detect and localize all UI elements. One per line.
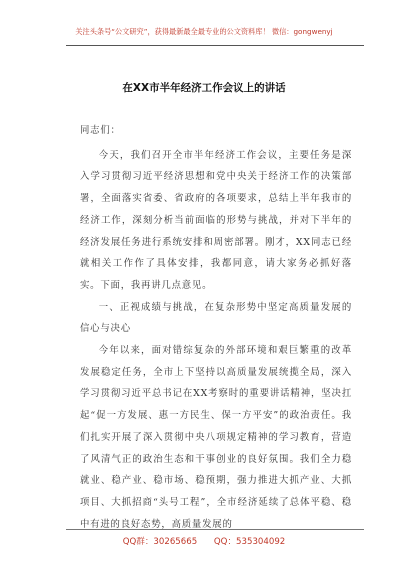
salutation: 同志们： (80, 125, 121, 136)
footer (0, 535, 408, 547)
paragraph-achievements: 今年以来，面对错综复杂的外部环境和艰巨繁重的改革发展稳定任务，全市上下坚持以高质量发展统揽全局，深入学习贯彻习近平总书记在XX考察时的重要讲话精神，坚决扛起“促一方发展、惠一方民生、保一方平安”的政治责任。我们扎实开展了深入贯彻中央八项规定精神的学习教育，营造了风清气正的政治生态和干事创业的良好氛围。我们全力稳就业、稳产业、稳市场、稳预期，强力推进大抓产业、大抓项目、大抓招商“头号工程”，全市经济延续了总体平稳、稳中有进的良好态势，高质量发展的 (80, 345, 352, 530)
document-body (80, 120, 352, 535)
footer-divider (66, 529, 364, 530)
document-title: 在XX市半年经济工作会议上的讲话 (122, 82, 286, 94)
footer-qq-contact: QQ：535304092 (213, 537, 286, 547)
section-heading: 一、正视成绩与挑战，在复杂形势中坚定高质量发展的信心与决心 (80, 301, 352, 335)
header-note: 关注头条号“公文研究”，获得最新最全最专业的公文资料库！ 微信：gongwenyj (75, 27, 333, 36)
footer-qq-group: QQ群：30265665 (122, 537, 198, 547)
header-divider (66, 45, 364, 46)
paragraph-intro: 今天，我们召开全市半年经济工作会议，主要任务是深入学习贯彻习近平经济思想和党中央关于经济工作的决策部署，全面落实省委、省政府的各项要求，总结上半年我市的经济工作，深刻分析当前面临的形势与挑战，并对下半年的经济发展任务进行系统安排和周密部署。刚才，XX同志已经就相关工作作了具体安排，我都同意，请大家务必抓好落实。下面，我再讲几点意见。 (80, 149, 352, 291)
